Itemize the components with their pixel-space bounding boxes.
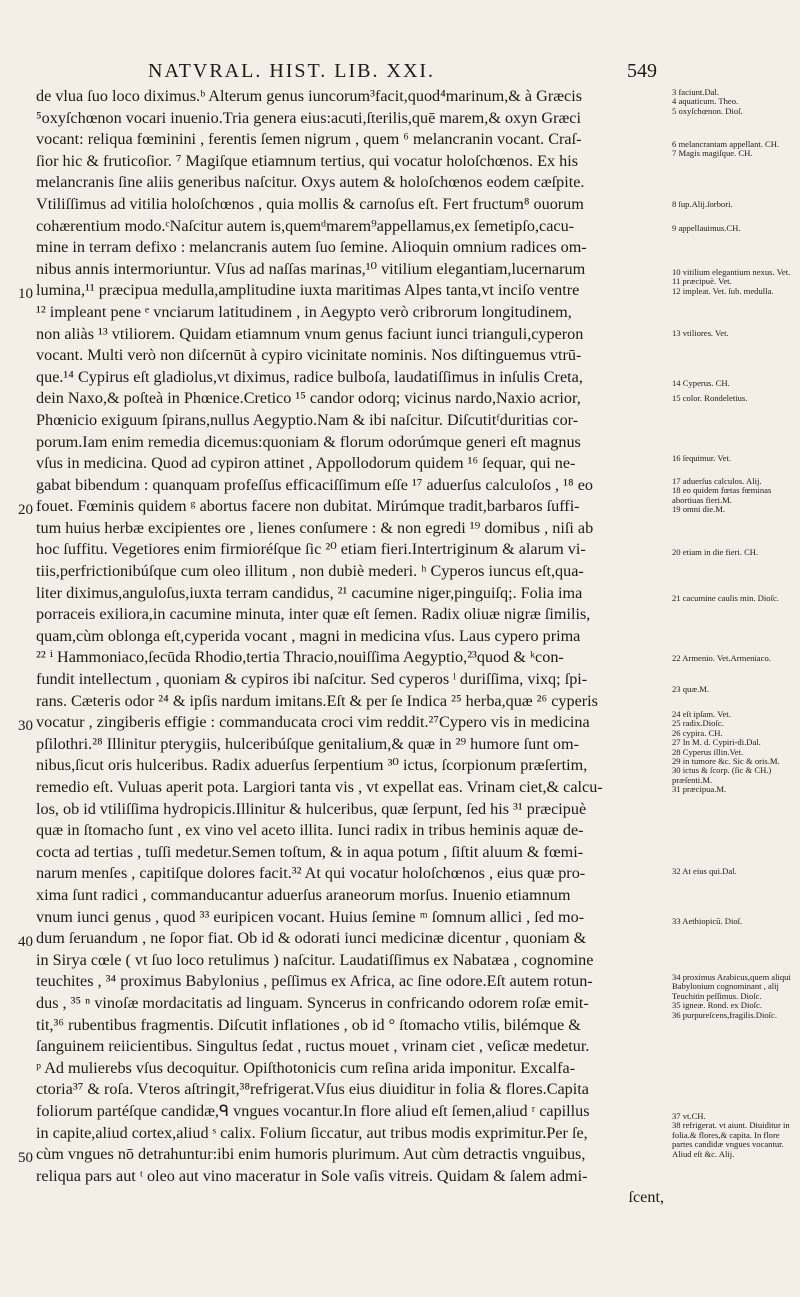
line-number-10: 10 (18, 286, 33, 302)
text-line: de vlua ſuo loco diximus.ᵇ Alterum genus iuncorum³facit,quod⁴marinum,& à Græcis (36, 87, 583, 105)
text-line: nibus,ſicut oris hulceribus. Radix aduerſus ſerpentium ³⁰ ictus, ſcorpionum præſertim, (36, 756, 588, 775)
text-line: remedio eſt. Vuluas aperit pota. Largiori tanta vis , vt expellat eas. Vrinam ciet,& calcu- (36, 778, 603, 796)
text-line: pſilothri.²⁸ Illinitur pterygiis, hulceribúſque genitalium,& quæ in ²⁹ humore ſunt om- (36, 734, 579, 753)
line-number-50: 50 (18, 1150, 33, 1166)
text-line: narum menſes , capitiſque dolores facit.³² At qui vocatur holoſchœnos , eius quæ pro- (36, 864, 586, 883)
text-line: que.¹⁴ Cypirus eſt gladiolus,vt diximus, radice bulboſa, laudatiſſimus in inſulis Creta, (36, 367, 583, 386)
margin-note: 34 proximus Arabicus,quem aliqui Babylonium cognominant , alij Teuchitin peſſimus. Dioſc. 35 igneæ. Rond. ex Dioſc. 36 purpureſcens,fragilis.Dioſc. (672, 973, 791, 1020)
text-line: quæ in ſtomacho ſunt , ex vino vel aceto illita. Iunci radix in tribus heminis aquæ de- (36, 821, 584, 840)
text-line: quam,cùm oblonga eſt,cyperida vocant , magni in medicina vſus. Laus cypero prima (36, 626, 581, 645)
margin-note: 15 color. Rondeletius. (672, 394, 748, 403)
text-line: Vtiliſſimus ad vitilia holoſchœnos , quia mollis & carnoſus eſt. Fert fructum⁸ ouorum (36, 194, 584, 213)
text-line: tum huius herbæ excipientes ore , lienes conſumere : & non egredi ¹⁹ domibus , niſi ab (36, 518, 594, 537)
text-line: porraceis exiliora,in cacumine minuta, inter quæ eſt ſemen. Radix oliuæ nigræ ſimilis, (36, 605, 591, 624)
catchword: ſcent, (628, 1188, 664, 1207)
text-line: ²² ⁱ Hammoniaco,ſecūda Rhodio,tertia Thracio,nouiſſima Aegyptio,²³quod & ᵏcon- (36, 648, 564, 667)
text-line: ⁵oxyſchœnon vocari inuenio.Tria genera eius:acuti,ſterilis,quē marem,& oxyn Græci (36, 108, 581, 127)
text-line: vocant. Multi verò non diſcernūt à cypiro vicinitate nominis. Nos diſtinguemus vtrū- (36, 346, 582, 365)
margin-note: 20 etiam in die fieri. CH. (672, 548, 759, 557)
text-line: Phœnicio exiguum ſpirans,nullus Aegyptio.Nam & ibi naſcitur. Diſcutitᶠduritias cor- (36, 410, 579, 429)
text-line: vocant: reliqua fœminini , ferentis ſemen nigrum , quem ⁶ melancranin vocant. Craſ- (36, 130, 582, 149)
text-line: cocta ad tertias , tuſſi medetur.Semen toſtum, & in aqua potum , ſiſtit aluum & fœmi- (36, 842, 584, 861)
text-line: cùm vngues nō detrahuntur:ibi enim humoris plurimum. Aut cùm detractis vnguibus, (36, 1145, 586, 1164)
text-line: in capite,aliud cortex,aliud ˢ calix. Folium ſiccatur, aut tribus modis exprimitur.Per ſe, (36, 1123, 588, 1142)
margin-note: 24 eſt ipſam. Vet. 25 radix.Dioſc. 26 cypira. CH. 27 In M. d. Cypiri-di.Dal. 28 Cyperus illin.Vet. 29 in tumore &c. Sic & oris.M. 30 ictus & ſcorp. (ſic & CH.) præſenti.M. 31 præcipua.M. (672, 710, 780, 795)
text-line: gabat bibendum : quanquam profeſſus efficaciſſimum eſſe ¹⁷ aduerſus calculoſos , ¹⁸ eo (36, 475, 593, 494)
text-line: cohærentium modo.ᶜNaſcitur autem is,quemᵈmarem⁹appellamus,ex ſemetipſo,cacu- (36, 216, 575, 235)
text-line: mine in terram defixo : melancranis autem ſuo ſemine. Alioquin omnium radices om- (36, 238, 587, 257)
margin-note: 9 appellauimus.CH. (672, 224, 741, 233)
text-line: ſior hic & fruticoſior. ⁷ Magiſque etiamnum tertius, qui vocatur holoſchœnos. Ex his (36, 151, 578, 170)
text-line: tiis,perfrictionibúſque cum oleo illitum , non dubiè mederi. ʰ Cyperos iuncus eſt,qua- (36, 562, 584, 581)
margin-note: 21 cacumine caulis min. Dioſc. (672, 594, 779, 603)
margin-note: 14 Cyperus. CH. (672, 379, 730, 388)
line-number-40: 40 (18, 934, 33, 950)
text-line: teuchites , ³⁴ proximus Babylonius , peſſimus ex Africa, ac ſine odore.Eſt autem rotun- (36, 972, 593, 991)
line-number-30: 30 (18, 718, 33, 734)
text-line: fouet. Fœminis quidem ᵍ abortus facere non dubitat. Mirúmque tradit,barbaros ſuffi- (36, 497, 580, 516)
margin-note: 3 faciunt.Dal. 4 aquaticum. Theo. 5 oxyſchœnon. Dioſ. (672, 88, 743, 116)
text-line: tit,³⁶ rubentibus fragmentis. Diſcutit inflationes , ob id ° ſtomacho vtilis, bilémque & (36, 1015, 581, 1034)
text-line: fundit intellectum , quoniam & cypiros ibi naſcitur. Sed cyperos ˡ duriſſima, vixq; ſpi- (36, 670, 588, 689)
text-line: los, ob id vtiliſſima hydropicis.Illinitur & hulceribus, quæ ſerpunt, ſed his ³¹ præcipuè (36, 799, 587, 818)
page-number: 549 (627, 60, 657, 82)
margin-note: 17 aduerſus calculos. Alij. 18 eo quidem fœtas fœminas abortiuas fieri.M. 19 omni die.M. (672, 477, 772, 515)
text-line: ctoria³⁷ & roſa. Vteros aſtringit,³⁸refrigerat.Vſus eius diuiditur in folia & flores.Capita (36, 1080, 589, 1099)
margin-note: 13 vtiliores. Vet. (672, 329, 729, 338)
text-line: rans. Cæteris odor ²⁴ & ipſis nardum imitans.Eſt & per ſe Indica ²⁵ herba,quæ ²⁶ cyperis (36, 691, 598, 710)
text-line: xima ſunt radici , commanducantur aduerſus araneorum morſus. Inuenio etiamnum (36, 885, 571, 904)
text-line: melancranis ſine aliis generibus naſcitur. Oxys autem & holoſchœnos eodem cæſpite. (36, 173, 585, 192)
text-line: ſanguinem reiicientibus. Singultus ſedat , ructus mouet , vrinam ciet , veſicæ medetur. (36, 1037, 590, 1056)
margin-note: 10 vitilium elegantium nexus. Vet. 11 præcipuè. Vet. 12 impleat. Vet. ſub. medulla. (672, 268, 791, 296)
text-line: non aliàs ¹³ vtiliorem. Quidam etiamnum vnum genus faciunt iunci trianguli,cyperon (36, 324, 584, 343)
running-head: NATVRAL. HIST. LIB. XXI. (148, 60, 436, 82)
margin-note: 33 Aethiopicū. Dioſ. (672, 917, 743, 926)
margin-note: 6 melancrantam appellant. CH. 7 Magis magiſque. CH. (672, 140, 780, 159)
text-line: vnum iunci genus , quod ³³ euripicen vocant. Huius ſemine ᵐ ſomnum allici , ſed mo- (36, 907, 585, 926)
text-line: dein Naxo,& poſteà in Phœnice.Cretico ¹⁵ candor odorq; vicinus nardo,Naxio acrior, (36, 389, 581, 408)
text-line: dum ſeruandum , ne ſopor fiat. Ob id & odorati iunci medicinæ dicentur , quoniam & (36, 929, 587, 948)
text-line: in Sirya cœle ( vt ſuo loco retulimus ) naſcitur. Laudatiſſimus ex Nabatæa , cognomine (36, 950, 594, 969)
margin-note: 32 At eius qui.Dal. (672, 867, 737, 876)
text-line: lumina,¹¹ præcipua medulla,amplitudine iuxta maritimas Alpes tanta,vt inciſo ventre (36, 281, 580, 300)
text-line: ¹² impleant pene ᵉ vnciarum latitudinem , in Aegypto verò cribrorum longitudinem, (36, 302, 572, 321)
text-line: hoc ſuffitu. Vegetiores enim firmioréſque ſic ²⁰ etiam fieri.Intertriginum & alarum vi- (36, 540, 586, 559)
text-line: vocatur , zingiberis effigie : commanducata croci vim reddit.²⁷Cypero vis in medicina (36, 713, 590, 732)
line-number-20: 20 (18, 502, 33, 518)
text-line: vſus in medicina. Quod ad cypiron attinet , Appollodorum quidem ¹⁶ ſequar, qui ne- (36, 454, 576, 473)
main-text-block (36, 86, 664, 1209)
text-line: ᵖ Ad mulierebs vſus decoquitur. Opiſthotonicis cum reſina arida imponitur. Excalfa- (36, 1058, 576, 1077)
margin-note: 16 ſequimur. Vet. (672, 454, 732, 463)
text-line: dus , ³⁵ ⁿ vinoſæ mordacitatis ad linguam. Syncerus in confricando odorem roſæ emit- (36, 993, 589, 1012)
margin-note: 37 vt.CH. 38 refrigerat. vt aiunt. Diuiditur in folia.& flores,& capita. In flore partes candidæ vngues vocantur. Aliud eſt &c. Alij. (672, 1112, 790, 1159)
text-line: liter diximus,anguloſus,iuxta terram candidus, ²¹ cacumine niger,pinguiſq;. Folia ima (36, 583, 583, 602)
margin-note: 22 Armenio. Vet.Armeniaco. (672, 654, 771, 663)
margin-note: 8 ſup.Alij.ſorbori. (672, 200, 733, 209)
text-line: reliqua pars aut ᵗ oleo aut vino maceratur in Sole vaſis vitreis. Quidam & ſalem admi- (36, 1166, 588, 1185)
text-line: foliorum partéſque candidæ,ᑫ vngues vocantur.In flore aliud eſt ſemen,aliud ʳ capillus (36, 1101, 590, 1120)
text-line: porum.Iam enim remedia dicemus:quoniam & florum odorúmque generi eſt magnus (36, 432, 581, 451)
text-line: nibus annis intermoriuntur. Vſus ad naſſas marinas,¹⁰ vitilium elegantiam,lucernarum (36, 259, 586, 278)
margin-note: 23 quæ.M. (672, 685, 710, 694)
